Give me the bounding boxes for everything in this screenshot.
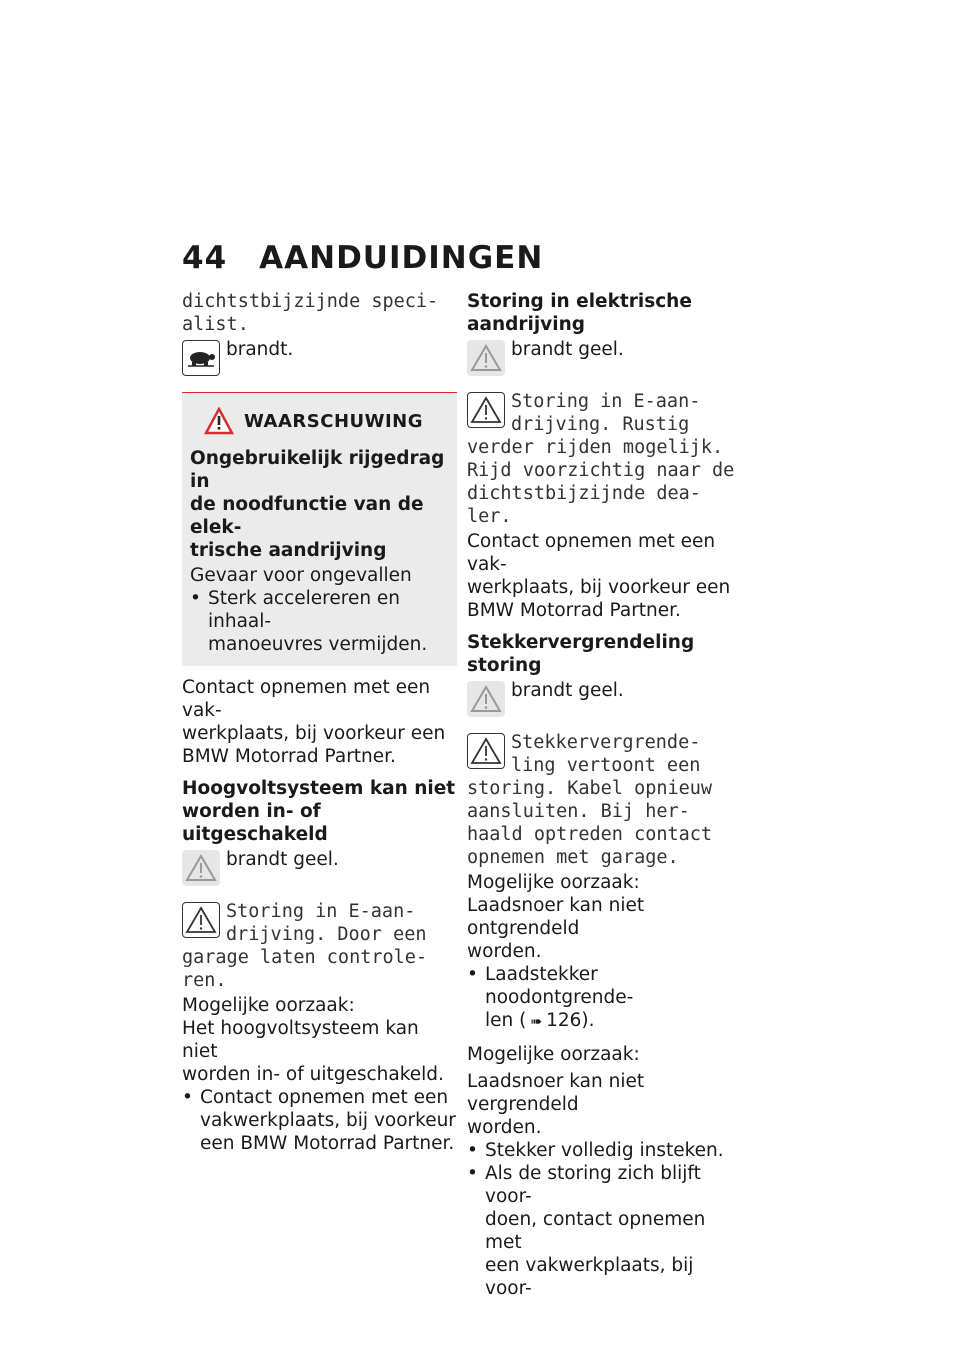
page-reference-arrow-icon: ➠ (530, 1014, 543, 1030)
hv-lamp-text: brandt geel. (226, 849, 339, 870)
section-title-plug-lock: Stekkervergrendeling storing (467, 632, 695, 676)
display-warning-icon (182, 902, 220, 938)
drive-lamp-row (467, 338, 742, 380)
warning-lamp-icon (467, 340, 505, 376)
page-number: 44 (182, 240, 228, 276)
section-title-hv: Hoogvoltsysteem kan niet worden in- of uitgeschakeld (182, 778, 456, 845)
warning-title: WAARSCHUWING (204, 407, 449, 435)
turtle-icon (182, 340, 220, 376)
warning-triangle-icon (204, 407, 234, 435)
display-warning-icon (467, 392, 505, 428)
page-header (182, 240, 543, 276)
drive-lamp-text: brandt geel. (511, 339, 624, 360)
cause1-label: Mogelijke oorzaak: (467, 872, 640, 893)
warning-bullet: • Sterk accelereren en inhaal- manoeuvres vermijden. (190, 587, 449, 656)
warning-subtitle: Ongebruikelijk rijgedrag in de noodfunctie van de elek- trische aandrijving (190, 448, 445, 561)
turtle-text: brandt. (226, 339, 294, 360)
left-column (182, 290, 457, 1155)
page-title: AANDUIDINGEN (259, 240, 544, 276)
plug-display-message: Stekkervergrende- ling vertoont een storing. Kabel opnieuw aansluiten. Bij her- haald optreden contact opnemen met garage. (467, 732, 713, 868)
drive-contact-text: Contact opnemen met een vak- werkplaats, bij voorkeur een BMW Motorrad Partner. (467, 531, 731, 621)
contact-text: Contact opnemen met een vak- werkplaats, bij voorkeur een BMW Motorrad Partner. (182, 677, 446, 767)
turtle-indicator-row (182, 338, 457, 380)
section-title-electric-drive: Storing in elektrische aandrijving (467, 291, 692, 335)
cause2-label: Mogelijke oorzaak: (467, 1044, 640, 1065)
continuation-text: dichtstbijzijnde speci- alist. (182, 291, 439, 335)
drive-display-message: Storing in E-aan- drijving. Rustig verder rijden mogelijk. Rijd voorzichtig naar de dichtstbijzijnde dea- ler. (467, 391, 735, 527)
cause2-bullet-1: • Stekker volledig insteken. (467, 1139, 742, 1162)
cause-bullet: • Contact opnemen met een vakwerkplaats, bij voorkeur een BMW Motorrad Partner. (182, 1086, 457, 1155)
display-warning-icon (467, 733, 505, 769)
cause1-text: Laadsnoer kan niet ontgrendeld worden. (467, 895, 645, 962)
hv-lamp-row (182, 848, 457, 890)
plug-lamp-row (467, 679, 742, 721)
cause1-bullet: • Laadstekker noodontgrende- len ( ➠ 126). (467, 963, 742, 1034)
cause2-text: Laadsnoer kan niet vergrendeld worden. (467, 1071, 645, 1138)
cause-label: Mogelijke oorzaak: (182, 995, 355, 1016)
warning-lamp-icon (467, 681, 505, 717)
hv-display-message: Storing in E-aan- drijving. Door een garage laten controle- ren. (182, 901, 428, 991)
warning-box (182, 392, 457, 666)
cause-text: Het hoogvoltsysteem kan niet worden in- of uitgeschakeld. (182, 1018, 444, 1085)
warning-danger: Gevaar voor ongevallen (190, 565, 412, 586)
warning-lamp-icon (182, 850, 220, 886)
right-column (467, 290, 742, 1300)
cause2-bullet-2: • Als de storing zich blijft voor- doen, contact opnemen met een vakwerkplaats, bij voor- (467, 1162, 742, 1300)
plug-lamp-text: brandt geel. (511, 680, 624, 701)
